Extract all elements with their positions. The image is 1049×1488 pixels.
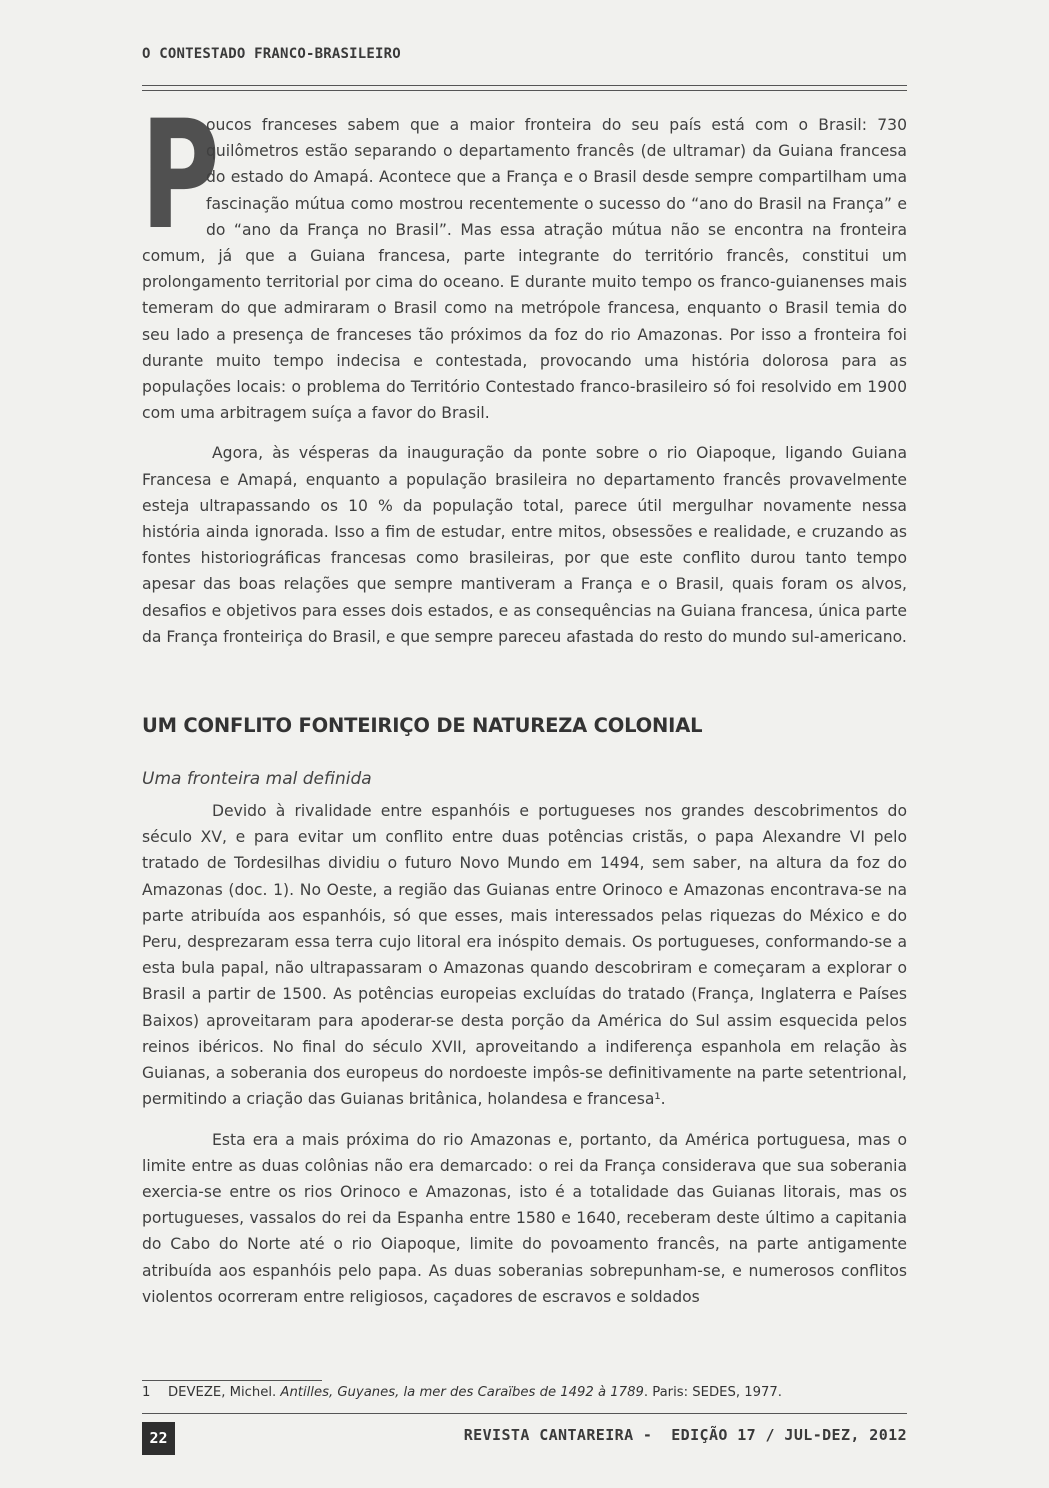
footnote-title: Antilles, Guyanes, la mer des Caraïbes de 1492 à 1789 xyxy=(280,1385,644,1400)
running-head: O CONTESTADO FRANCO-BRASILEIRO xyxy=(142,46,401,62)
paragraph-4: Esta era a mais próxima do rio Amazonas e, portanto, da América portuguesa, mas o limite entre as duas colônias não era demarcado: o rei da França considerava que sua soberania exercia-se entre os rios Orinoco e Amazonas, isto é a totalidade das Guianas litorais, mas os portugueses, vassalos do rei da Espanha entre 1580 e 1640, receberam deste último a capitania do Cabo do Norte até o rio Oiapoque, limite do povoamento francês, na parte antigamente atribuída aos espanhóis pelo papa. As duas soberanias sobrepunham-se, e numerosos conflitos violentos ocorreram entre religiosos, caçadores de escravos e soldados xyxy=(142,1130,907,1306)
paragraph-intro xyxy=(140,88,907,426)
header-rule-top xyxy=(142,85,907,86)
subsection-title: Uma fronteira mal definida xyxy=(142,769,372,790)
svg-text:P: P xyxy=(140,88,220,263)
footnote-publisher: . Paris: SEDES, 1977. xyxy=(643,1385,782,1400)
footnote-number: 1 xyxy=(142,1385,151,1400)
article-body xyxy=(140,88,907,1310)
footer-rule xyxy=(142,1413,907,1414)
footnote xyxy=(142,1383,907,1403)
footer-publication: REVISTA CANTAREIRA - EDIÇÃO 17 / JUL-DEZ, 2012 xyxy=(463,1426,907,1444)
footnote-author: DEVEZE, Michel. xyxy=(168,1385,277,1400)
dropcap-letter xyxy=(140,88,220,263)
paragraph-2: Agora, às vésperas da inauguração da ponte sobre o rio Oiapoque, ligando Guiana Francesa e Amapá, enquanto a população brasileira no departamento francês provavelmente esteja ultrapassando os 10 % da população total, parece útil mergulhar novamente nessa história ainda ignorada. Isso a fim de estudar, entre mitos, obsessões e realidade, e cruzando as fontes historiográficas francesas como brasileiras, por que este conflito durou tanto tempo apesar das boas relações que sempre mantiveram a França e o Brasil, quais foram os alvos, desafios e objetivos para esses dois estados, e as consequências na Guiana francesa, única parte da França fronteiriça do Brasil, e que sempre pareceu afastada do resto do mundo sul-americano. xyxy=(142,444,907,646)
footnote-rule xyxy=(142,1380,322,1381)
paragraph-intro-text: oucos franceses sabem que a maior fronteira do seu país está com o Brasil: 730 quilômetros estão separando o departamento francês (de ultramar) da Guiana francesa do estado do Amapá. Acontece que a França e o Brasil desde sempre compartilham uma fascinação mútua como mostrou recentemente o sucesso do “ano do Brasil na França” e do “ano da França no Brasil”. Mas essa atração mútua não se encontra na fronteira comum, já que a Guiana francesa, parte integrante do território francês, constitui um prolongamento territorial por cima do oceano. E durante muito tempo os franco-guianenses mais temeram do que admiraram o Brasil como na metrópole francesa, enquanto o Brasil temia do seu lado a presença de franceses tão próximos da foz do rio Amazonas. Por isso a fronteira foi durante muito tempo indecisa e contestada, provocando uma história dolorosa para as populações locais: o problema do Território Contestado franco-brasileiro só foi resolvido em 1900 com uma arbitragem suíça a favor do Brasil. xyxy=(142,116,907,423)
header-rule-bottom xyxy=(142,90,907,91)
page-number: 22 xyxy=(142,1422,175,1455)
paragraph-3: Devido à rivalidade entre espanhóis e portugueses nos grandes descobrimentos do século XV, e para evitar um conflito entre duas potências cristãs, o papa Alexandre VI pelo tratado de Tordesilhas dividiu o futuro Novo Mundo em 1494, sem saber, na altura da foz do Amazonas (doc. 1). No Oeste, a região das Guianas entre Orinoco e Amazonas encontrava-se na parte atribuída aos espanhóis, só que esses, mais interessados pelas riquezas do México e do Peru, desprezaram essa terra cujo litoral era inóspito demais. Os portugueses, conformando-se a esta bula papal, não ultrapassaram o Amazonas quando descobriram e começaram a explorar o Brasil a partir de 1500. As potências europeias excluídas do tratado (França, Inglaterra e Países Baixos) aproveitaram para apoderar-se desta porção da América do Sul assim esquecida pelos reinos ibéricos. No final do século XVII, aproveitando a indiferença espanhola em relação às Guianas, a soberania dos europeus do nordoeste impôs-se definitivamente na parte setentrional, permitindo a criação das Guianas britânica, holandesa e francesa¹. xyxy=(142,802,907,1109)
section-title: UM CONFLITO FONTEIRIÇO DE NATUREZA COLONIAL xyxy=(142,714,703,738)
